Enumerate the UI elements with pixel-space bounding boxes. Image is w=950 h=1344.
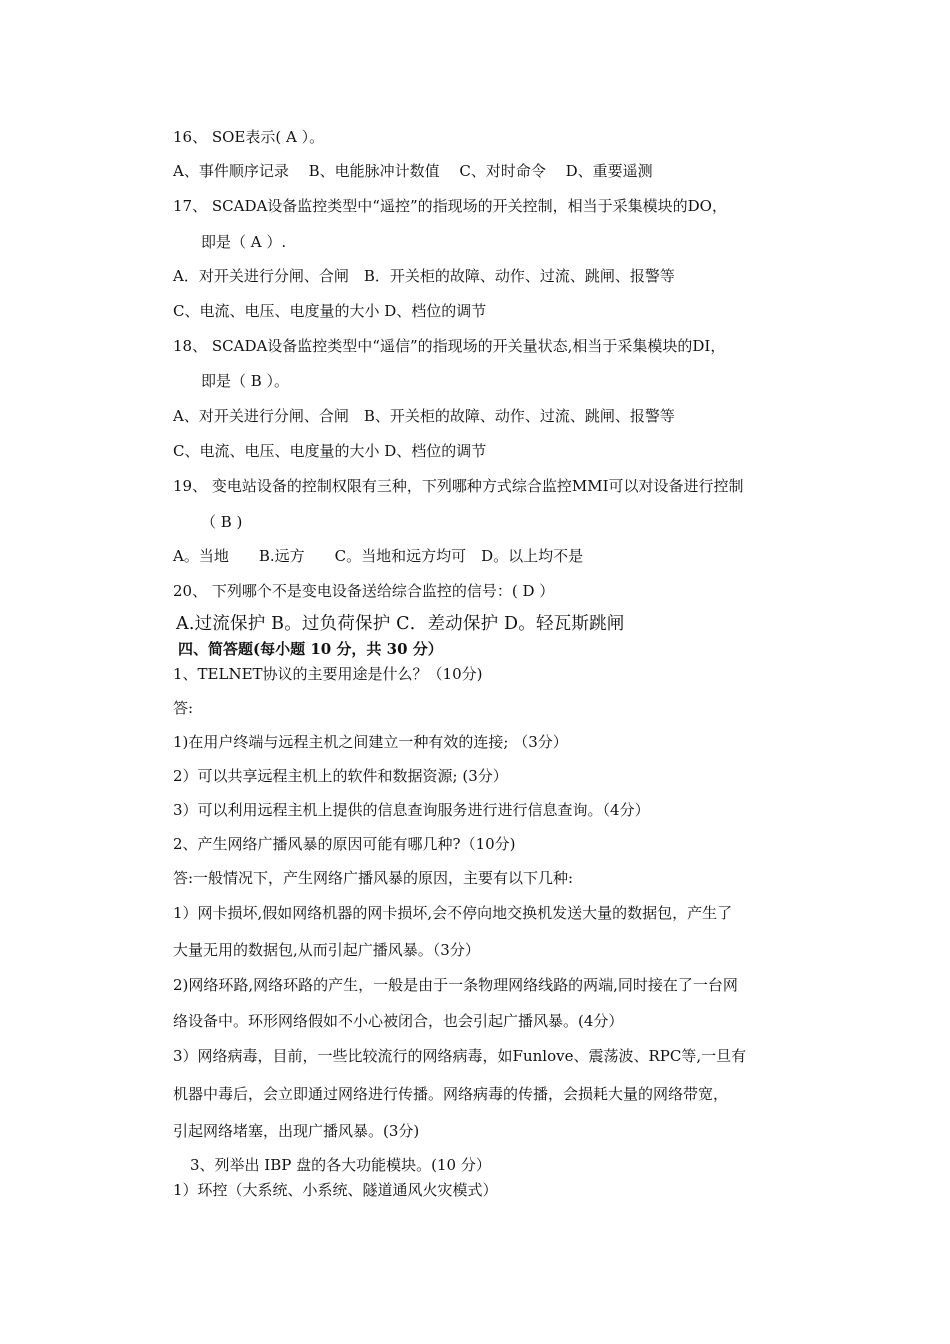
sq1-point-1: 1)在用户终端与远程主机之间建立一种有效的连接; （3分） [173,733,568,751]
section-heading: 四、简答题(每小题 10 分，共 30 分） [178,640,443,658]
sq2-point-1-line-2: 大量无用的数据包,从而引起广播风暴。（3分） [173,941,480,959]
sq1-answer-label: 答: [173,699,194,717]
sq2-point-2-line-1: 2)网络环路,网络环路的产生，一般是由于一条物理网络线路的两端,同时接在了一台网 [173,976,738,994]
q18-options-cd: C、电流、电压、电度量的大小 D、档位的调节 [173,442,487,460]
q17-options-cd: C、电流、电压、电度量的大小 D、档位的调节 [173,302,487,320]
sq3-point-1: 1）环控（大系统、小系统、隧道通风火灾模式） [173,1181,498,1199]
q16-options: A、事件顺序记录 B、电能脉冲计数值 C、对时命令 D、重要遥测 [173,162,653,180]
q20-options: A.过流保护 B。过负荷保护 C．差动保护 D。轻瓦斯跳闸 [176,614,625,634]
sq2-point-3-line-2: 机器中毒后，会立即通过网络进行传播。网络病毒的传播，会损耗大量的网络带宽， [173,1085,729,1103]
sq2-question: 2、产生网络广播风暴的原因可能有哪几种?（10分) [173,835,516,853]
q19-answer: （ B ) [201,513,243,531]
q20-stem: 20、 下列哪个不是变电设备送给综合监控的信号：( D ） [173,582,555,600]
q18-stem: 18、 SCADA设备监控类型中“遥信”的指现场的开关量状态,相当于采集模块的DI， [173,337,726,355]
q19-stem: 19、 变电站设备的控制权限有三种，下列哪种方式综合监控MMI可以对设备进行控制 [173,477,744,495]
sq1-question: 1、TELNET协议的主要用途是什么？（10分) [173,665,483,683]
q17-answer: 即是（ A ）. [201,233,287,251]
sq2-point-3-line-3: 引起网络堵塞，出现广播风暴。(3分) [173,1122,420,1140]
q17-options-ab: A．对开关进行分闸、合闸 B．开关柜的故障、动作、过流、跳闸、报警等 [173,267,675,285]
sq1-point-2: 2）可以共享远程主机上的软件和数据资源; (3分） [173,767,508,785]
q19-options: A。当地 B.远方 C。当地和远方均可 D。以上均不是 [173,547,584,565]
sq2-point-3-line-1: 3）网络病毒，目前，一些比较流行的网络病毒，如Funlove、震荡波、RPC等,一旦有 [173,1047,747,1065]
sq2-point-1-line-1: 1）网卡损坏,假如网络机器的网卡损坏,会不停向地交换机发送大量的数据包，产生了 [173,904,733,922]
sq2-answer-intro: 答:一般情况下，产生网络广播风暴的原因，主要有以下几种: [173,869,574,887]
sq2-point-2-line-2: 络设备中。环形网络假如不小心被闭合，也会引起广播风暴。(4分） [173,1012,624,1030]
q18-options-ab: A、对开关进行分闸、合闸 B、开关柜的故障、动作、过流、跳闸、报警等 [173,407,675,425]
sq3-question: 3、列举出 IBP 盘的各大功能模块。(10 分） [190,1156,491,1174]
sq1-point-3: 3）可以利用远程主机上提供的信息查询服务进行进行信息查询。（4分） [173,801,650,819]
q17-stem: 17、 SCADA设备监控类型中“遥控”的指现场的开关控制，相当于采集模块的DO， [173,197,727,215]
q16-stem: 16、 SOE表示( A ）。 [173,128,325,146]
q18-answer: 即是（ B ）。 [201,372,290,390]
